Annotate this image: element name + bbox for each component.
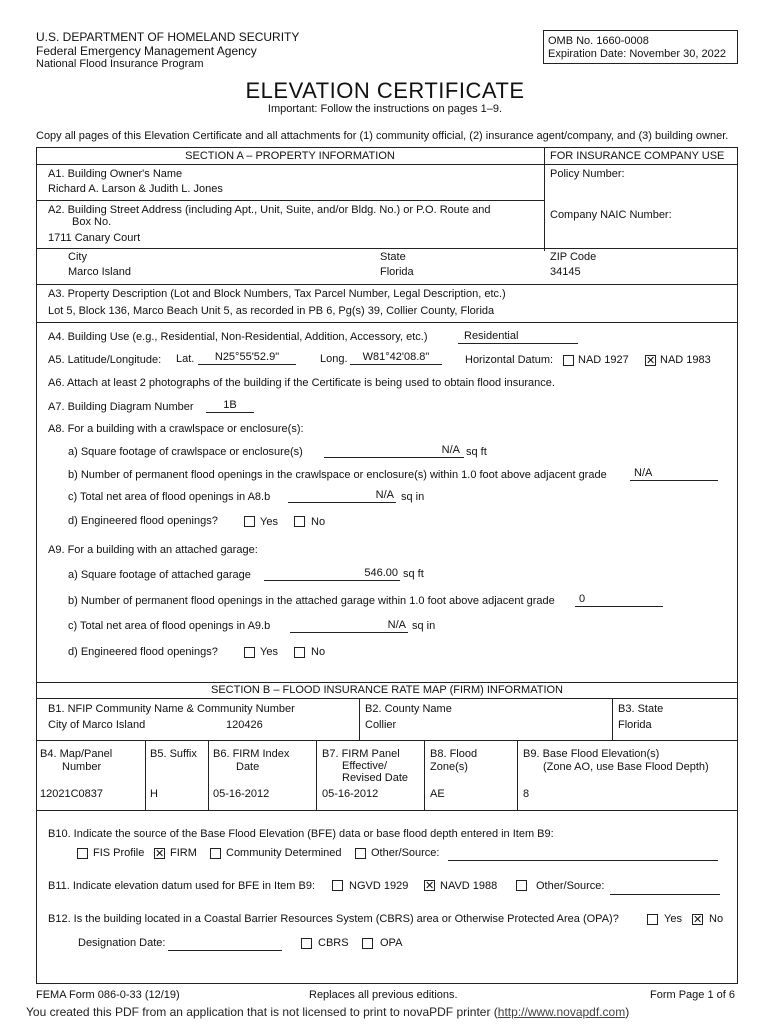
designation-date-input[interactable] (168, 937, 282, 951)
designation-date-label: Designation Date: (78, 937, 166, 949)
policy-number-label: Policy Number: (550, 168, 625, 180)
horizontal-datum-label: Horizontal Datum: (465, 354, 554, 366)
b12-label: B12. Is the building located in a Coastal Barrier Resources System (CBRS) area or Otherwise Protected Area (OPA)? (48, 913, 619, 925)
page-title: ELEVATION CERTIFICATE (245, 78, 525, 103)
a7-label: A7. Building Diagram Number (48, 401, 194, 413)
a9c-label: c) Total net area of flood openings in A9.b (68, 620, 271, 632)
a8-label: A8. For a building with a crawlspace or enclosure(s): (48, 423, 304, 435)
zip-label: ZIP Code (550, 251, 597, 263)
a9b-flood-openings[interactable]: 0 (575, 593, 663, 607)
naic-number-label: Company NAIC Number: (550, 209, 672, 221)
b10-fis-checkbox[interactable] (77, 848, 88, 859)
b10-other-source-input[interactable] (448, 847, 718, 861)
a9d-yes-checkbox[interactable] (244, 647, 255, 658)
b10-label: B10. Indicate the source of the Base Flood Elevation (BFE) data or base flood depth entered in Item B9: (48, 828, 554, 840)
b3-state[interactable]: Florida (618, 719, 652, 731)
b6-firm-index-date[interactable]: 05-16-2012 (213, 788, 270, 800)
b12-yes-checkbox[interactable] (647, 914, 658, 925)
zip-value[interactable]: 34145 (550, 266, 581, 278)
b6-label: B6. FIRM Index (213, 748, 290, 760)
b12-no-label: No (709, 913, 724, 925)
b1-community-number[interactable]: 120426 (226, 719, 263, 731)
a1-owner-name[interactable]: Richard A. Larson & Judith L. Jones (48, 183, 223, 195)
b5-label: B5. Suffix (150, 748, 197, 760)
replaces-note: Replaces all previous editions. (309, 989, 458, 1001)
b10-other-label: Other/Source: (371, 847, 440, 859)
long-label: Long. (320, 353, 348, 365)
a9-label: A9. For a building with an attached garage: (48, 544, 258, 556)
b10-firm-label: FIRM (170, 847, 197, 859)
b12-opa-checkbox[interactable] (362, 938, 373, 949)
city-value[interactable]: Marco Island (68, 266, 131, 278)
b8-flood-zone[interactable]: AE (430, 788, 445, 800)
a8c-net-area[interactable]: N/A (288, 489, 396, 503)
a9a-unit: sq ft (403, 568, 424, 580)
b11-ngvd-checkbox[interactable] (332, 880, 343, 891)
b10-community-checkbox[interactable] (210, 848, 221, 859)
b11-navd-checkbox[interactable]: ✕ (425, 879, 435, 892)
city-label: City (68, 251, 87, 263)
a3-property-description[interactable]: Lot 5, Block 136, Marco Beach Unit 5, as recorded in PB 6, Pg(s) 39, Collier County, Florida (48, 305, 495, 317)
lat-label: Lat. (176, 353, 195, 365)
b3-label: B3. State (618, 703, 664, 715)
b7-firm-panel-date[interactable]: 05-16-2012 (322, 788, 379, 800)
section-a-title: SECTION A – PROPERTY INFORMATION (185, 150, 395, 162)
a6-label: A6. Attach at least 2 photographs of the building if the Certificate is being used to obtain flood insurance. (48, 377, 555, 389)
a8d-no-checkbox[interactable] (294, 516, 305, 527)
b6-label-cont: Date (236, 761, 260, 773)
a8b-label: b) Number of permanent flood openings in the crawlspace or enclosure(s) within 1.0 foot above adjacent grade (68, 469, 607, 481)
b7-label-cont2: Revised Date (342, 772, 409, 784)
a8c-unit: sq in (401, 491, 425, 503)
a9d-no-label: No (311, 646, 326, 658)
nad1983-label: NAD 1983 (660, 354, 711, 366)
a8b-flood-openings[interactable]: N/A (630, 467, 718, 481)
novapdf-notice-end: ) (625, 1005, 630, 1019)
a8d-label: d) Engineered flood openings? (68, 515, 218, 527)
novapdf-notice-text: You created this PDF from an application that is not licensed to print to novaPDF printer ( (26, 1005, 498, 1019)
state-label: State (380, 251, 406, 263)
b12-no-checkbox[interactable]: ✕ (693, 913, 703, 926)
copy-note: Copy all pages of this Elevation Certificate and all attachments for (1) community official, (2) insurance agent/company, and (3) building owner. (36, 130, 729, 142)
b11-ngvd-label: NGVD 1929 (349, 880, 409, 892)
a4-label: A4. Building Use (e.g., Residential, Non-Residential, Addition, Accessory, etc.) (48, 331, 428, 343)
state-value[interactable]: Florida (380, 266, 414, 278)
a9a-garage-sqft[interactable]: 546.00 (264, 567, 400, 581)
b11-other-source-input[interactable] (610, 881, 720, 895)
page-number: Form Page 1 of 6 (650, 989, 735, 1001)
a9c-net-area[interactable]: N/A (290, 619, 408, 633)
a9d-yes-label: Yes (260, 646, 278, 658)
a7-diagram-number[interactable]: 1B (206, 399, 254, 413)
program-name: National Flood Insurance Program (36, 58, 204, 70)
b7-label-cont1: Effective/ (342, 760, 388, 772)
a9b-label: b) Number of permanent flood openings in the attached garage within 1.0 foot above adjacent grade (68, 595, 555, 607)
department-name: U.S. DEPARTMENT OF HOMELAND SECURITY (36, 30, 300, 44)
a8a-label: a) Square footage of crawlspace or enclosure(s) (68, 446, 303, 458)
a1-label: A1. Building Owner's Name (48, 168, 183, 180)
b10-community-label: Community Determined (226, 847, 342, 859)
b12-cbrs-checkbox[interactable] (301, 938, 312, 949)
novapdf-notice (26, 1005, 629, 1019)
b9-base-flood-elevation[interactable]: 8 (523, 788, 530, 800)
b4-map-panel-number[interactable]: 12021C0837 (40, 788, 104, 800)
b11-other-label: Other/Source: (536, 880, 605, 892)
nad1927-label: NAD 1927 (578, 354, 629, 366)
a8d-yes-label: Yes (260, 516, 278, 528)
a2-street-address[interactable]: 1711 Canary Court (48, 232, 141, 244)
agency-name: Federal Emergency Management Agency (36, 44, 257, 58)
a8a-crawlspace-sqft[interactable]: N/A (324, 444, 464, 458)
b10-fis-label: FIS Profile (93, 847, 145, 859)
b4-label-cont: Number (62, 761, 102, 773)
b2-label: B2. County Name (365, 703, 452, 715)
expiration-date: Expiration Date: November 30, 2022 (548, 48, 726, 60)
a9c-unit: sq in (412, 620, 436, 632)
nad1983-checkbox[interactable]: ✕ (646, 354, 656, 367)
b10-firm-checkbox[interactable]: ✕ (155, 847, 165, 860)
b9-label-cont: (Zone AO, use Base Flood Depth) (543, 761, 709, 773)
novapdf-link[interactable]: http://www.novapdf.com (497, 1005, 626, 1019)
b1-community-name[interactable]: City of Marco Island (48, 719, 146, 731)
a2-label-cont: Box No. (72, 216, 112, 228)
b12-yes-label: Yes (664, 913, 682, 925)
b12-opa-label: OPA (380, 937, 403, 949)
insurance-use-title: FOR INSURANCE COMPANY USE (550, 150, 725, 162)
omb-number: OMB No. 1660-0008 (548, 35, 649, 47)
b1-label: B1. NFIP Community Name & Community Number (48, 703, 295, 715)
b11-label: B11. Indicate elevation datum used for BFE in Item B9: (48, 880, 315, 892)
a5-label: A5. Latitude/Longitude: (48, 354, 162, 366)
nad1927-checkbox[interactable] (563, 355, 574, 366)
b5-suffix[interactable]: H (150, 788, 158, 800)
page-subtitle: Important: Follow the instructions on pages 1–9. (267, 103, 503, 115)
a9a-label: a) Square footage of attached garage (68, 569, 251, 581)
b10-other-checkbox[interactable] (355, 848, 366, 859)
a9d-no-checkbox[interactable] (294, 647, 305, 658)
b7-label: B7. FIRM Panel (322, 748, 400, 760)
a9d-label: d) Engineered flood openings? (68, 646, 218, 658)
b2-county-name[interactable]: Collier (365, 719, 397, 731)
a8a-unit: sq ft (466, 446, 487, 458)
a3-label: A3. Property Description (Lot and Block Numbers, Tax Parcel Number, Legal Description, etc.) (48, 288, 506, 300)
b11-other-checkbox[interactable] (516, 880, 527, 891)
a8d-no-label: No (311, 516, 326, 528)
a2-label: A2. Building Street Address (including Apt., Unit, Suite, and/or Bldg. No.) or P.O. Route and (48, 204, 491, 216)
b4-label: B4. Map/Panel (40, 748, 113, 760)
b12-cbrs-label: CBRS (318, 937, 349, 949)
b9-label: B9. Base Flood Elevation(s) (523, 748, 660, 760)
b8-label: B8. Flood (430, 748, 478, 760)
b11-navd-label: NAVD 1988 (440, 880, 498, 892)
a8d-yes-checkbox[interactable] (244, 516, 255, 527)
latitude-input[interactable]: N25°55'52.9" (198, 351, 296, 365)
b8-label-cont: Zone(s) (430, 761, 468, 773)
longitude-input[interactable]: W81°42'08.8" (350, 351, 442, 365)
section-b-title: SECTION B – FLOOD INSURANCE RATE MAP (FIRM) INFORMATION (210, 684, 564, 696)
a8c-label: c) Total net area of flood openings in A8.b (68, 491, 271, 503)
form-number: FEMA Form 086-0-33 (12/19) (36, 989, 180, 1001)
a4-building-use[interactable]: Residential (458, 330, 578, 344)
